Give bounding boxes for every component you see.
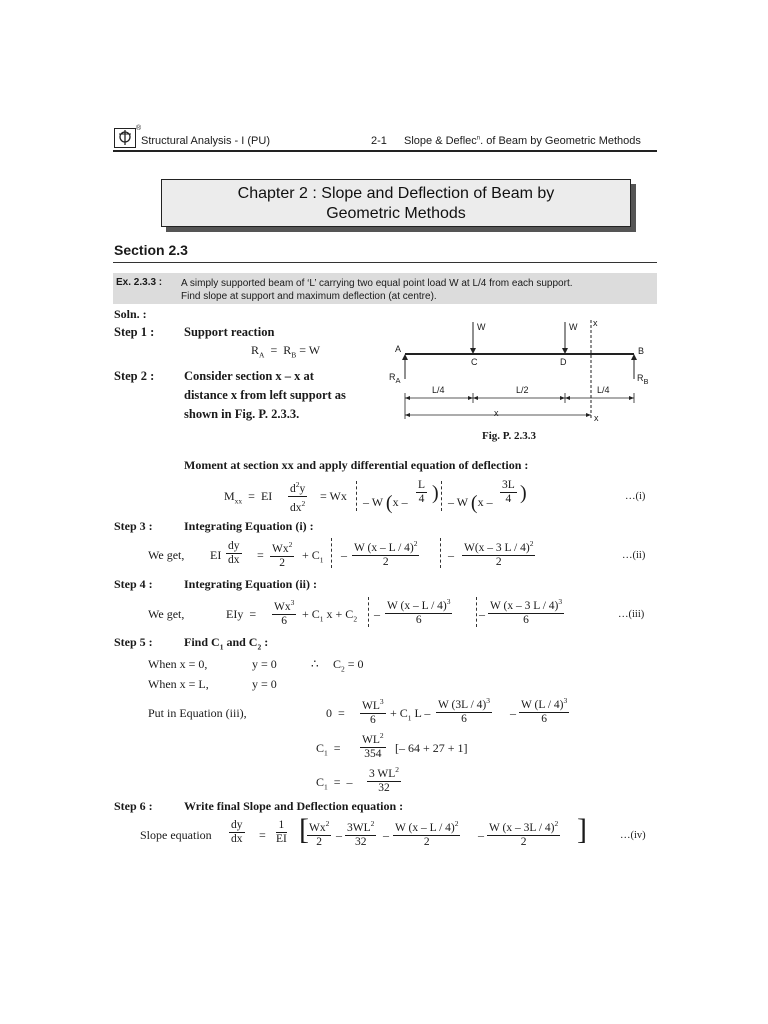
header-rule [113, 150, 657, 152]
step2-line-2: distance x from left support as [184, 388, 346, 402]
figure-point-c: C [471, 357, 478, 367]
eq8-term3: $\frac{W (x - L / 4)^2}{2}$ [395, 819, 459, 848]
moment-title: Moment at section xx and apply differential equation of deflection : [184, 458, 529, 472]
figure-section-bottom-label: x [594, 413, 599, 423]
eq5-term2: $\frac{W (3L / 4)^3}{6}$ [438, 696, 490, 725]
header-topic: Slope & Deflec$^n$. of Beam by Geometric Methods [404, 135, 641, 147]
figure-point-a: A [395, 344, 402, 354]
eq6-bracket: [– 64 + 27 + 1] [395, 741, 468, 755]
figure-dim-l4-left: L/4 [432, 385, 445, 395]
when-x-0-y: y = 0 [252, 657, 277, 671]
figure-reaction-b: $R_B$ [637, 373, 649, 386]
c1-lhs-2: $C_1$ = – [316, 775, 353, 792]
eq8-1-ei: $\frac{1}{EI}$ [276, 819, 287, 845]
eq1-frac-l4: $\frac{L}{4}$ [418, 479, 426, 505]
step3-label: Step 3 : [114, 519, 153, 533]
eq-number-3: …(iii) [618, 609, 645, 620]
figure-point-b: B [638, 346, 645, 356]
example-label: Ex. 2.3.3 : [116, 277, 163, 288]
eq1-frac-3l4: $\frac{3L}{4}$ [502, 479, 515, 505]
eq2-term3: $\frac{W(x - 3 L / 4)^2}{2}$ [464, 539, 534, 568]
step1-title: Support reaction [184, 325, 275, 339]
step1-label: Step 1 : [114, 325, 155, 339]
eq8-wx2-2: $\frac{Wx^2}{2}$ [309, 819, 330, 848]
eq3-term2: $\frac{W (x - L / 4)^3}{6}$ [387, 597, 451, 626]
step4-we-get: We get, [148, 607, 185, 621]
eq7-3wl2-32: $\frac{3 WL^2}{32}$ [369, 765, 400, 794]
step5-title: Find $C_1$ and $C_2$ : [184, 635, 269, 652]
support-reaction-eq: $R_A = R_B = W$ [251, 343, 321, 360]
section-rule [113, 262, 657, 263]
step2-line-3: shown in Fig. P. 2.3.3. [184, 407, 300, 421]
figure-dim-l2: L/2 [516, 385, 529, 395]
header-book-title: Structural Analysis - I (PU) [141, 135, 270, 147]
figure-reaction-a: $R_A$ [389, 372, 401, 385]
eq8-3wl2-32: $\frac{3WL^2}{32}$ [347, 819, 375, 848]
step4-label: Step 4 : [114, 577, 153, 591]
eq1-term3: – W (x – [448, 492, 493, 514]
eq2-term2: $\frac{W (x - L / 4)^2}{2}$ [354, 539, 418, 568]
eq5-term3: $\frac{W (L / 4)^3}{6}$ [521, 696, 568, 725]
step2-label: Step 2 : [114, 369, 155, 383]
step4-title: Integrating Equation (ii) : [184, 577, 318, 591]
figure-load-right-label: W [569, 322, 578, 332]
figure-load-left-label: W [477, 322, 486, 332]
header-page-number: 2-1 [371, 135, 387, 147]
eq-number-1: …(i) [625, 491, 646, 502]
eq1-term2: – W (x – [363, 492, 408, 514]
therefore-symbol: ∴ [311, 657, 319, 671]
put-in-eq3: Put in Equation (iii), [148, 706, 247, 720]
c2-zero: $C_2 = 0$ [333, 657, 364, 674]
registered-mark-icon: ® [136, 125, 142, 132]
figure-dim-x: x [494, 408, 499, 418]
eq1-wx: = Wx [320, 489, 347, 503]
eq-number-4: …(iv) [620, 830, 646, 841]
example-line-1: A simply supported beam of ‘L’ carrying two equal point load W at L/4 from each support. [181, 278, 573, 289]
eq6-wl2-354: $\frac{WL^2}{354}$ [362, 731, 384, 760]
step6-label: Step 6 : [114, 799, 153, 813]
when-x-l: When x = L, [148, 677, 209, 691]
slope-equation-label: Slope equation [140, 828, 212, 842]
step2-line-1: Consider section x – x at [184, 369, 314, 383]
step3-we-get: We get, [148, 548, 185, 562]
figure-section-top-label: x [593, 318, 598, 328]
eq1-lhs: $M_{xx}$ = EI [224, 489, 273, 506]
solution-label: Soln. : [114, 307, 147, 321]
eq8-dy-dx: $\frac{dy}{dx}$ [231, 819, 243, 845]
step5-label: Step 5 : [114, 635, 153, 649]
chapter-title-box [161, 179, 631, 227]
example-line-2: Find slope at support and maximum deflection (at centre). [181, 291, 437, 302]
section-heading: Section 2.3 [114, 242, 188, 258]
eq-number-2: …(ii) [622, 550, 646, 561]
figure-dim-l4-right: L/4 [597, 385, 610, 395]
chapter-title: Chapter 2 : Slope and Deflection of Beam by Geometric Methods [237, 185, 555, 222]
when-x-l-y: y = 0 [252, 677, 277, 691]
eq2-dy-dx: $\frac{dy}{dx}$ [228, 540, 240, 566]
step3-title: Integrating Equation (i) : [184, 519, 314, 533]
eq8-term4: $\frac{W (x - 3L / 4)^2}{2}$ [489, 819, 559, 848]
eq1-d2y-dx2: $\frac{d^2y}{dx^2}$ [290, 480, 306, 514]
eq2-wx2-2: $\frac{Wx^2}{2}$ [272, 540, 293, 569]
beam-figure [385, 315, 660, 427]
figure-caption: Fig. P. 2.3.3 [482, 430, 536, 442]
c1-lhs-1: $C_1$ = [316, 741, 341, 758]
publisher-logo [114, 128, 136, 148]
figure-point-d: D [560, 357, 567, 367]
step6-title: Write final Slope and Deflection equation : [184, 799, 404, 813]
eq3-term3: $\frac{W (x - 3 L / 4)^3}{6}$ [490, 597, 563, 626]
when-x-0: When x = 0, [148, 657, 208, 671]
eq5-wl3-6: $\frac{WL^3}{6}$ [362, 697, 384, 726]
eq3-wx3-6: $\frac{Wx^3}{6}$ [274, 598, 295, 627]
